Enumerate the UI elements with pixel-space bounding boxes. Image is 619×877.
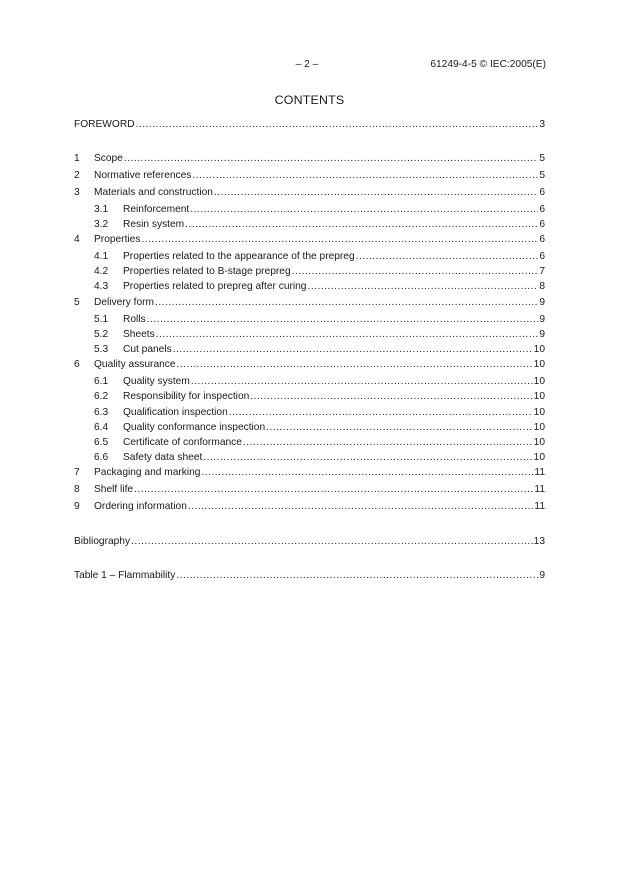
toc-label: Bibliography — [74, 536, 131, 547]
dot-leader — [214, 187, 538, 198]
toc-entry-1[interactable] — [74, 153, 545, 166]
toc-number: 6.4 — [94, 422, 109, 433]
dot-leader — [177, 359, 533, 370]
toc-page: 6 — [539, 234, 545, 245]
toc-page: 6 — [539, 187, 545, 198]
dot-leader — [203, 452, 532, 463]
document-reference: 61249-4-5 © IEC:2005(E) — [430, 59, 546, 70]
dot-leader — [190, 204, 538, 215]
toc-entry-3[interactable] — [74, 187, 545, 200]
toc-entry-6-1[interactable] — [74, 376, 545, 389]
toc-number: 4 — [74, 234, 80, 245]
toc-entry-5-3[interactable] — [74, 344, 545, 357]
toc-page: 10 — [533, 437, 545, 448]
toc-label: Sheets — [123, 329, 155, 340]
toc-label: Ordering information — [94, 501, 187, 512]
toc-number: 6 — [74, 359, 80, 370]
toc-entry-6-2[interactable] — [74, 391, 545, 404]
dot-leader — [201, 467, 533, 478]
toc-entry-6-5[interactable] — [74, 437, 545, 450]
toc-page: 6 — [539, 219, 545, 230]
toc-page: 10 — [533, 359, 545, 370]
toc-label: Certificate of conformance — [123, 437, 242, 448]
toc-label: Packaging and marking — [94, 467, 201, 478]
toc-entry-8[interactable] — [74, 484, 545, 497]
toc-entry-4-1[interactable] — [74, 251, 545, 264]
dot-leader — [124, 153, 538, 164]
dot-leader — [147, 314, 539, 325]
toc-label: Materials and construction — [94, 187, 213, 198]
toc-number: 3.1 — [94, 204, 109, 215]
dot-leader — [292, 266, 539, 277]
dot-leader — [176, 570, 538, 581]
toc-number: 2 — [74, 170, 80, 181]
toc-page: 6 — [539, 204, 545, 215]
toc-page: 3 — [539, 119, 545, 130]
toc-label: Normative references — [94, 170, 192, 181]
toc-label: Reinforcement — [123, 204, 190, 215]
dot-leader — [141, 234, 538, 245]
toc-page: 10 — [533, 376, 545, 387]
toc-entry-5-2[interactable] — [74, 329, 545, 342]
toc-number: 5.1 — [94, 314, 109, 325]
toc-label: Properties related to prepreg after curing — [123, 281, 307, 292]
dot-leader — [266, 422, 533, 433]
dot-leader — [243, 437, 533, 448]
toc-number: 6.2 — [94, 391, 109, 402]
toc-label: FOREWORD — [74, 119, 135, 130]
toc-entry-9[interactable] — [74, 501, 545, 514]
toc-label: Quality system — [123, 376, 190, 387]
toc-number: 7 — [74, 467, 80, 478]
dot-leader — [229, 407, 533, 418]
toc-number: 4.1 — [94, 251, 109, 262]
dot-leader — [134, 484, 533, 495]
dot-leader — [185, 219, 538, 230]
toc-label: Shelf life — [94, 484, 134, 495]
toc-entry-table-1[interactable] — [74, 570, 545, 583]
dot-leader — [136, 119, 539, 130]
toc-page: 9 — [539, 570, 545, 581]
toc-label: Rolls — [123, 314, 146, 325]
toc-number: 3.2 — [94, 219, 109, 230]
toc-entry-4-3[interactable] — [74, 281, 545, 294]
toc-label: Safety data sheet — [123, 452, 203, 463]
toc-entry-3-2[interactable] — [74, 219, 545, 232]
toc-page: 11 — [534, 467, 545, 478]
toc-page: 7 — [539, 266, 545, 277]
dot-leader — [356, 251, 539, 262]
toc-number: 5.2 — [94, 329, 109, 340]
toc-number: 4.2 — [94, 266, 109, 277]
toc-entry-6[interactable] — [74, 359, 545, 372]
toc-label: Table 1 – Flammability — [74, 570, 176, 581]
toc-number: 9 — [74, 501, 80, 512]
toc-number: 5.3 — [94, 344, 109, 355]
page-number: – 2 – — [295, 59, 319, 70]
toc-label: Scope — [94, 153, 123, 164]
dot-leader — [173, 344, 533, 355]
toc-number: 6.6 — [94, 452, 109, 463]
toc-label: Responsibility for inspection — [123, 391, 250, 402]
toc-label: Quality assurance — [94, 359, 176, 370]
toc-label: Quality conformance inspection — [123, 422, 266, 433]
toc-entry-5-1[interactable] — [74, 314, 545, 327]
toc-page: 5 — [539, 170, 545, 181]
dot-leader — [307, 281, 538, 292]
toc-page: 9 — [539, 329, 545, 340]
toc-entry-bibliography[interactable] — [74, 536, 545, 549]
toc-label: Properties — [94, 234, 141, 245]
toc-number: 6.5 — [94, 437, 109, 448]
toc-number: 6.1 — [94, 376, 109, 387]
toc-page: 10 — [533, 391, 545, 402]
toc-page: 13 — [533, 536, 545, 547]
toc-label: Delivery form — [94, 297, 155, 308]
toc-page: 11 — [534, 484, 545, 495]
dot-leader — [188, 501, 534, 512]
dot-leader — [155, 297, 538, 308]
dot-leader — [192, 170, 538, 181]
toc-page: 9 — [539, 297, 545, 308]
toc-label: Cut panels — [123, 344, 172, 355]
toc-entry-5[interactable] — [74, 297, 545, 310]
dot-leader — [191, 376, 533, 387]
toc-entry-4-2[interactable] — [74, 266, 545, 279]
toc-entry-3-1[interactable] — [74, 204, 545, 217]
toc-label: Properties related to the appearance of the prepreg — [123, 251, 355, 262]
toc-page: 9 — [539, 314, 545, 325]
toc-entry-4[interactable] — [74, 234, 545, 247]
toc-number: 6.3 — [94, 407, 109, 418]
toc-number: 5 — [74, 297, 80, 308]
toc-number: 4.3 — [94, 281, 109, 292]
toc-page: 5 — [539, 153, 545, 164]
toc-entry-foreword[interactable] — [74, 119, 545, 132]
dot-leader — [156, 329, 539, 340]
toc-number: 1 — [74, 153, 80, 164]
page-title: CONTENTS — [274, 93, 345, 107]
toc-number: 8 — [74, 484, 80, 495]
toc-label: Qualification inspection — [123, 407, 228, 418]
toc-page: 10 — [533, 344, 545, 355]
toc-entry-6-6[interactable] — [74, 452, 545, 465]
toc-page: 10 — [533, 407, 545, 418]
toc-page: 10 — [533, 422, 545, 433]
dot-leader — [131, 536, 533, 547]
toc-entry-6-3[interactable] — [74, 407, 545, 420]
toc-entry-6-4[interactable] — [74, 422, 545, 435]
toc-entry-7[interactable] — [74, 467, 545, 480]
toc-label: Properties related to B-stage prepreg — [123, 266, 291, 277]
toc-entry-2[interactable] — [74, 170, 545, 183]
toc-label: Resin system — [123, 219, 185, 230]
toc-page: 10 — [533, 452, 545, 463]
toc-page: 11 — [534, 501, 545, 512]
toc-number: 3 — [74, 187, 80, 198]
dot-leader — [250, 391, 532, 402]
toc-page: 6 — [539, 251, 545, 262]
toc-page: 8 — [539, 281, 545, 292]
